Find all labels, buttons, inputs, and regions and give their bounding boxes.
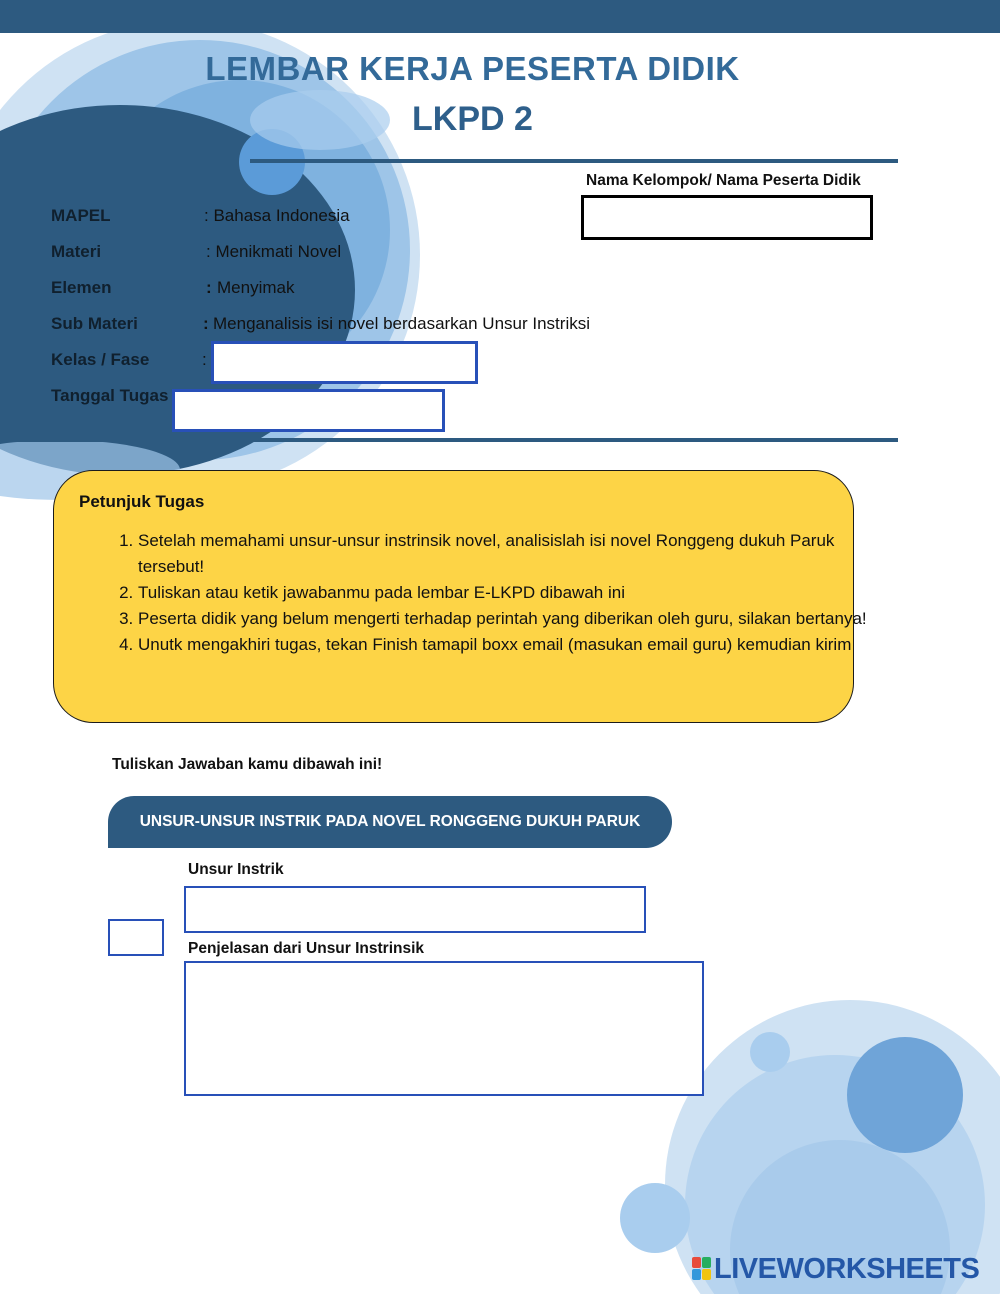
section-banner xyxy=(108,796,672,848)
top-divider xyxy=(250,159,898,163)
kelas-colon: : xyxy=(202,350,207,369)
sub-materi-colon: : xyxy=(203,314,209,333)
unsur-label: Unsur Instrik xyxy=(188,861,284,878)
group-name-input[interactable] xyxy=(581,195,873,240)
unsur-input[interactable] xyxy=(184,886,646,933)
sub-materi-value: Menganalisis isi novel berdasarkan Unsur Instriksi xyxy=(213,314,590,333)
top-bar xyxy=(0,0,1000,33)
kelas-label: Kelas / Fase xyxy=(51,350,150,369)
instruction-item: 2. Tuliskan atau ketik jawabanmu pada lembar E-LKPD dibawah ini xyxy=(138,580,873,606)
group-name-label: Nama Kelompok/ Nama Peserta Didik xyxy=(586,172,861,189)
bottom-divider xyxy=(0,438,898,442)
tanggal-input[interactable] xyxy=(172,389,445,432)
sub-materi-label: Sub Materi xyxy=(51,314,138,333)
liveworksheets-logo[interactable] xyxy=(692,1252,979,1286)
instruction-item: 1. Setelah memahami unsur-unsur instrinsik novel, analisislah isi novel Ronggeng dukuh Paruk tersebut! xyxy=(138,528,873,580)
liveworksheets-icon xyxy=(692,1257,712,1281)
tanggal-label: Tanggal Tugas xyxy=(51,386,169,405)
penjelasan-textarea[interactable] xyxy=(184,961,704,1096)
section-banner-text: UNSUR-UNSUR INSTRIK PADA NOVEL RONGGENG DUKUH PARUK xyxy=(139,813,641,830)
page-subtitle: LKPD 2 xyxy=(412,100,533,138)
elemen-label: Elemen xyxy=(51,278,112,297)
mapel-value: : Bahasa Indonesia xyxy=(204,206,350,225)
elemen-colon: : xyxy=(206,278,212,297)
instruction-item: 3. Peserta didik yang belum mengerti terhadap perintah yang diberikan oleh guru, silakan bertanya! xyxy=(138,606,873,632)
materi-value: : Menikmati Novel xyxy=(206,242,342,261)
answer-prompt: Tuliskan Jawaban kamu dibawah ini! xyxy=(112,756,383,773)
penjelasan-label: Penjelasan dari Unsur Instrinsik xyxy=(188,940,425,957)
materi-label: Materi xyxy=(51,242,102,261)
elemen-value: Menyimak xyxy=(217,278,295,297)
instructions-title: Petunjuk Tugas xyxy=(79,492,205,511)
kelas-input[interactable] xyxy=(211,341,478,384)
number-input[interactable] xyxy=(108,919,164,956)
instruction-item: 4. Unutk mengakhiri tugas, tekan Finish tamapil boxx email (masukan email guru) kemudian kirim xyxy=(138,632,873,658)
instructions-list xyxy=(100,528,873,658)
page-title: LEMBAR KERJA PESERTA DIDIK xyxy=(205,50,740,87)
mapel-label: MAPEL xyxy=(51,206,111,225)
liveworksheets-text: LIVEWORKSHEETS xyxy=(714,1252,980,1285)
